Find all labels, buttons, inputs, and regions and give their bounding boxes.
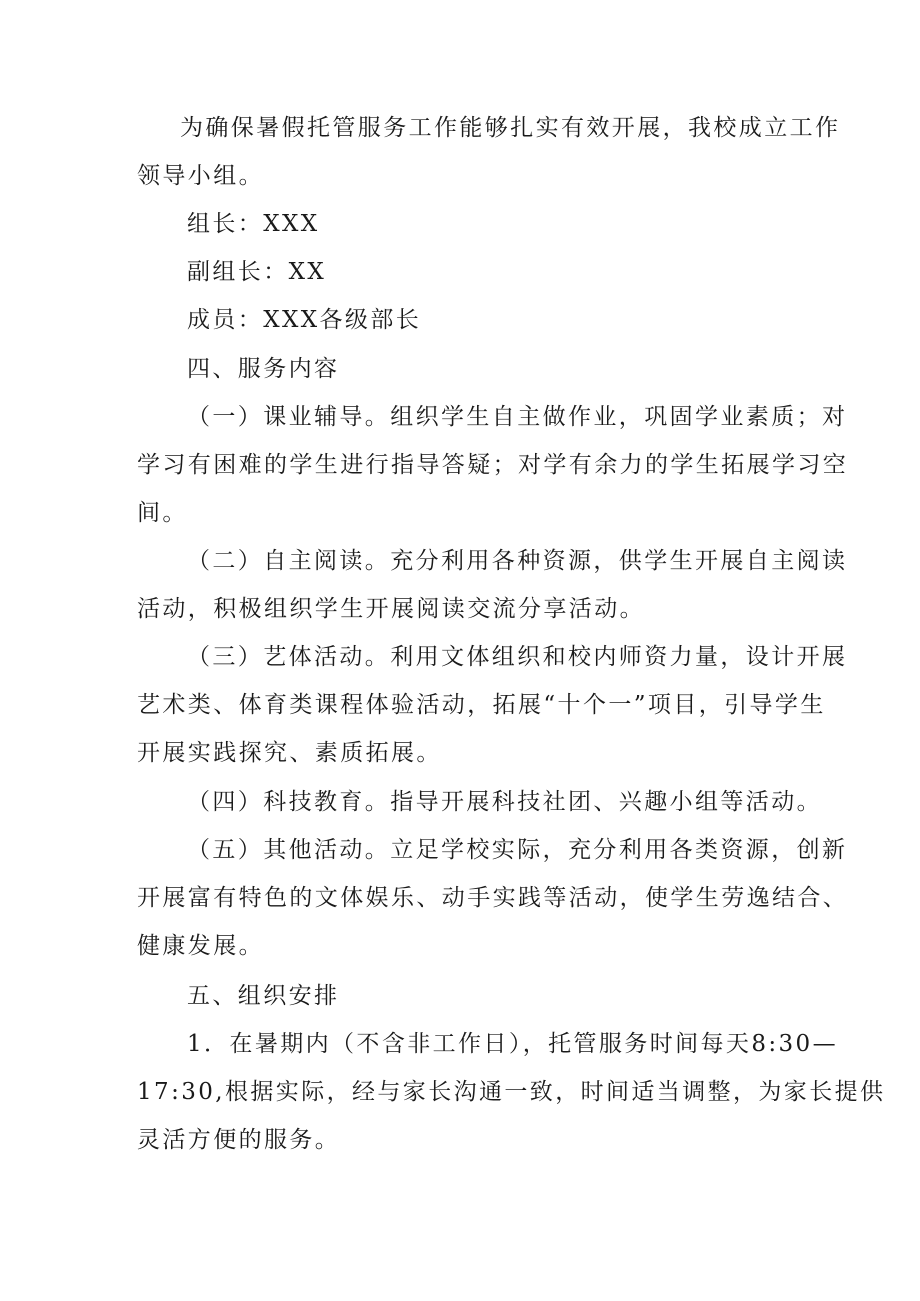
arrangement-1-line-2: 17:30,根据实际，经与家长沟通一致，时间适当调整，为家长提供	[137, 1079, 886, 1105]
leader-line: 组长：XXX	[187, 211, 320, 237]
item-1-line-3: 间。	[137, 500, 188, 526]
item-5-line-2: 开展富有特色的文体娱乐、动手实践等活动，使学生劳逸结合、	[137, 885, 849, 911]
arrangement-1-line-3: 灵活方便的服务。	[137, 1127, 341, 1153]
arrangement-1-line-1: 1．在暑期内（不含非工作日），托管服务时间每天8:30—	[187, 1031, 838, 1057]
item-1-line-1: （一）课业辅导。组织学生自主做作业，巩固学业素质；对	[187, 404, 848, 430]
item-1-line-2: 学习有困难的学生进行指导答疑；对学有余力的学生拓展学习空	[137, 452, 849, 478]
section-heading-service-content: 四、服务内容	[187, 356, 340, 382]
item-2-line-1: （二）自主阅读。充分利用各种资源，供学生开展自主阅读	[187, 548, 848, 574]
item-5-line-1: （五）其他活动。立足学校实际，充分利用各类资源，创新	[187, 837, 848, 863]
item-3-line-1: （三）艺体活动。利用文体组织和校内师资力量，设计开展	[187, 644, 848, 670]
paragraph-intro-line-2: 领导小组。	[137, 163, 264, 189]
paragraph-intro-line-1: 为确保暑假托管服务工作能够扎实有效开展，我校成立工作	[180, 115, 841, 141]
section-heading-organization: 五、组织安排	[187, 983, 340, 1009]
item-4-line-1: （四）科技教育。指导开展科技社团、兴趣小组等活动。	[187, 789, 822, 815]
item-2-line-2: 活动，积极组织学生开展阅读交流分享活动。	[137, 596, 645, 622]
item-5-line-3: 健康发展。	[137, 933, 264, 959]
deputy-leader-line: 副组长：XX	[187, 259, 327, 285]
item-3-line-3: 开展实践探究、素质拓展。	[137, 740, 442, 766]
members-line: 成员：XXX各级部长	[187, 307, 422, 333]
item-3-line-2: 艺术类、体育类课程体验活动，拓展“十个一”项目，引导学生	[137, 692, 826, 718]
